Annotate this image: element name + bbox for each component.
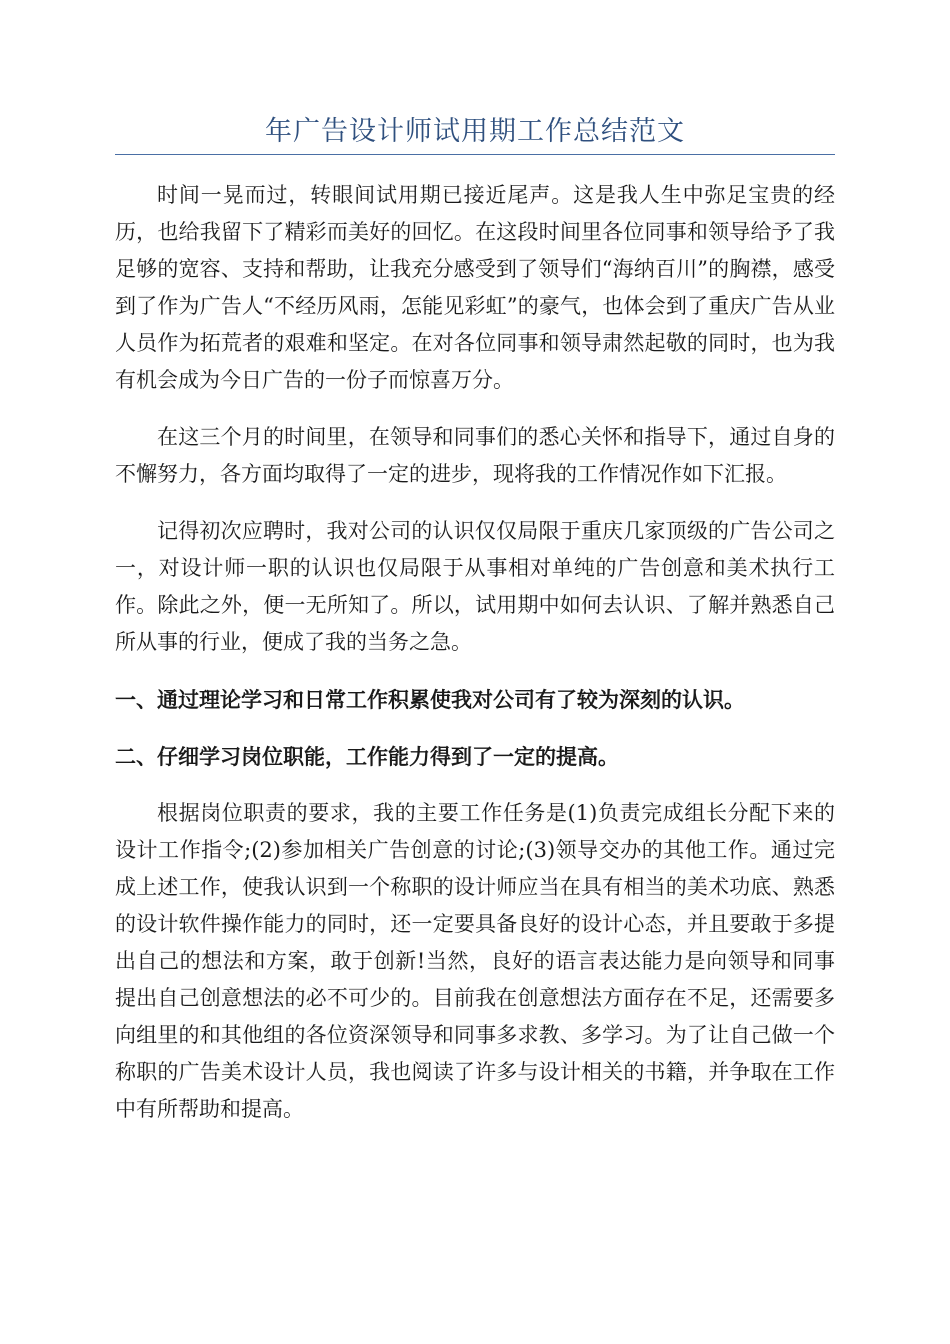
paragraph-duties: 根据岗位职责的要求，我的主要工作任务是(1)负责完成组长分配下来的设计工作指令;(2)参加相关广告创意的讨论;(3)领导交办的其他工作。通过完成上述工作，使我认识到一个称职的设计师应当在具有相当的美术功底、熟悉的设计软件操作能力的同时，还一定要具备良好的设计心态，并且要敢于多提出自己的想法和方案，敢于创新!当然，良好的语言表达能力是向领导和同事提出自己创意想法的必不可少的。目前我在创意想法方面存在不足，还需要多向组里的和其他组的各位资深领导和同事多求教、多学习。为了让自己做一个称职的广告美术设计人员，我也阅读了许多与设计相关的书籍，并争取在工作中有所帮助和提高。	[115, 801, 835, 1121]
paragraph-intro: 时间一晃而过，转眼间试用期已接近尾声。这是我人生中弥足宝贵的经历，也给我留下了精彩而美好的回忆。在这段时间里各位同事和领导给予了我足够的宽容、支持和帮助，让我充分感受到了领导们“海纳百川”的胸襟，感受到了作为广告人“不经历风雨，怎能见彩虹”的豪气，也体会到了重庆广告从业人员作为拓荒者的艰难和坚定。在对各位同事和领导肃然起敬的同时，也为我有机会成为今日广告的一份子而惊喜万分。	[115, 183, 835, 392]
section-heading-2: 二、仔细学习岗位职能，工作能力得到了一定的提高。	[115, 744, 619, 769]
document-title: 年广告设计师试用期工作总结范文	[265, 116, 685, 147]
paragraph-background: 记得初次应聘时，我对公司的认识仅仅局限于重庆几家顶级的广告公司之一，对设计师一职的认识也仅局限于从事相对单纯的广告创意和美术执行工作。除此之外，便一无所知了。所以，试用期中如何去认识、了解并熟悉自己所从事的行业，便成了我的当务之急。	[115, 519, 835, 654]
title-underline	[115, 154, 835, 155]
paragraph-overview: 在这三个月的时间里，在领导和同事们的悉心关怀和指导下，通过自身的不懈努力，各方面均取得了一定的进步，现将我的工作情况作如下汇报。	[115, 425, 835, 486]
document-page	[115, 112, 835, 1148]
section-heading-1: 一、通过理论学习和日常工作积累使我对公司有了较为深刻的认识。	[115, 687, 745, 712]
